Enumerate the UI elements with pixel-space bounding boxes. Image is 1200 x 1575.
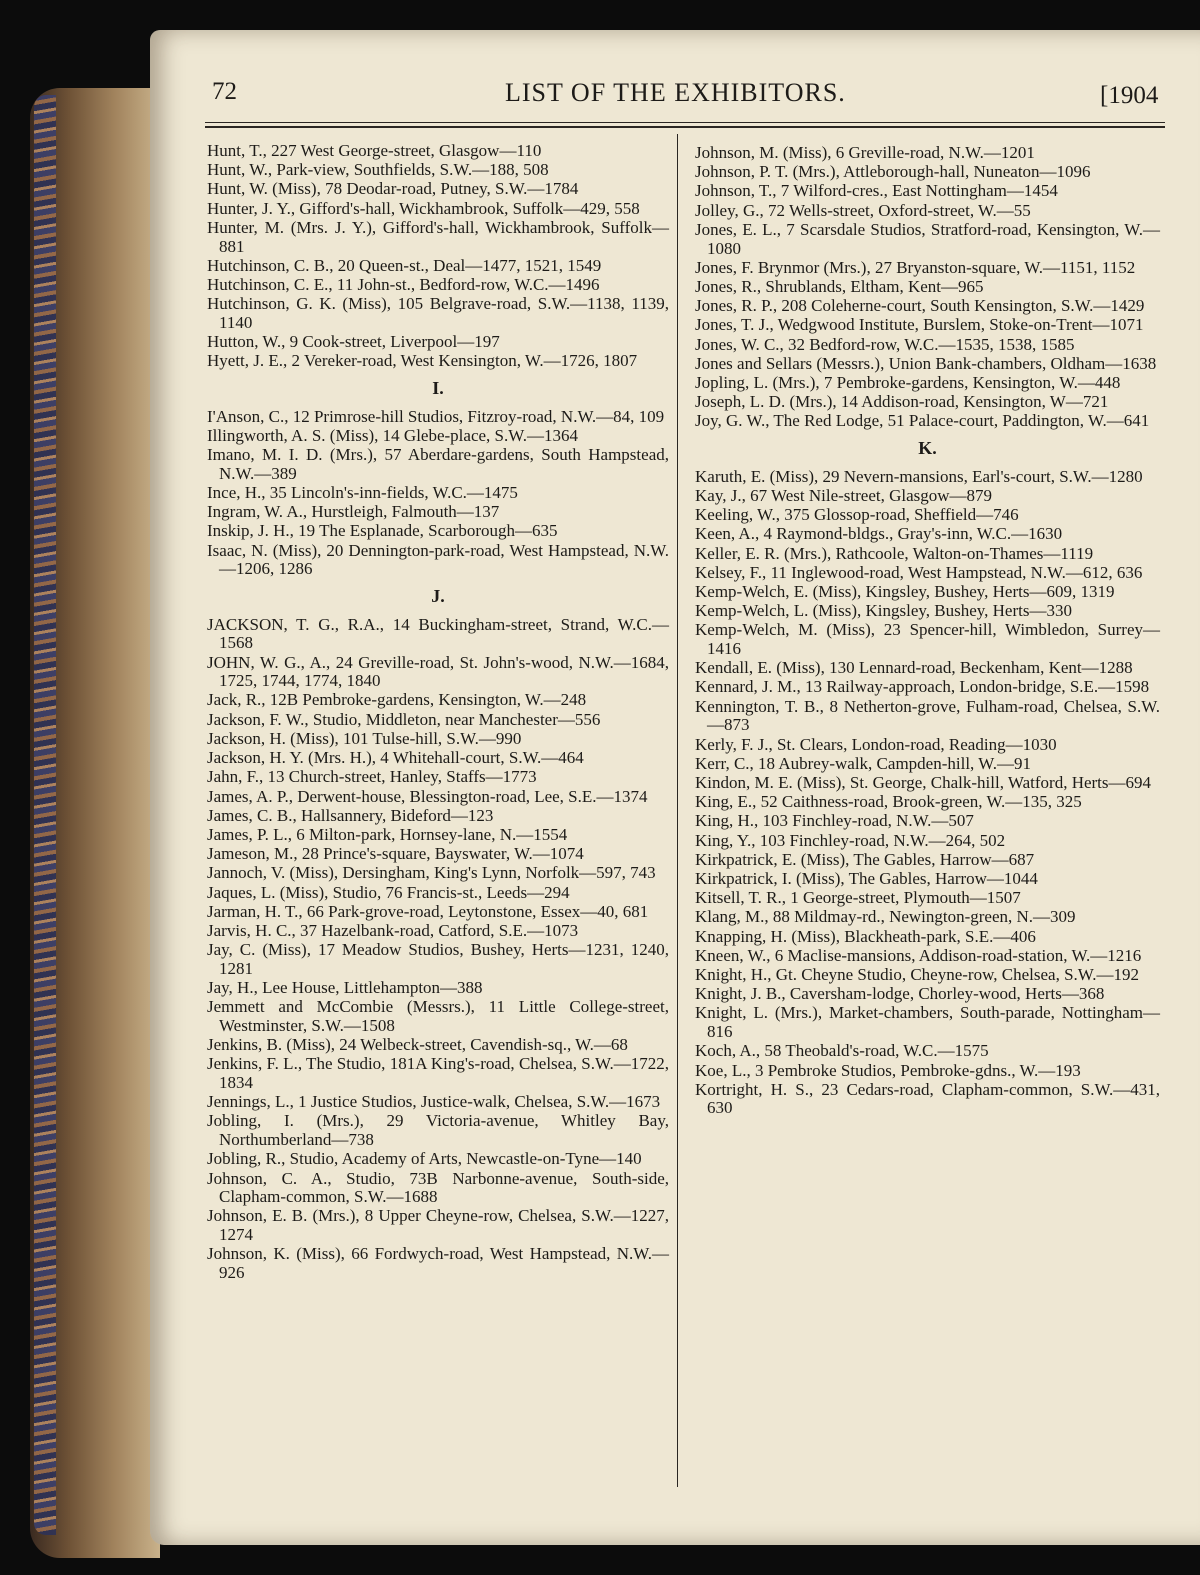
exhibitor-entry: Johnson, C. A., Studio, 73B Narbonne-avenue, South-side, Clapham-common, S.W.—1688 bbox=[207, 1168, 669, 1207]
exhibitor-entry: Keller, E. R. (Mrs.), Rathcoole, Walton-on-Thames—1119 bbox=[695, 543, 1094, 563]
exhibitor-entry: Hutchinson, G. K. (Miss), 105 Belgrave-road, S.W.—1138, 1139, 1140 bbox=[207, 294, 669, 332]
exhibitor-entry: Ingram, W. A., Hurstleigh, Falmouth—137 bbox=[207, 502, 500, 522]
exhibitor-entry: Kindon, M. E. (Miss), St. George, Chalk-hill, Watford, Herts—694 bbox=[695, 773, 1152, 792]
section-letter-heading: J. bbox=[431, 585, 445, 606]
exhibitor-entry: Kay, J., 67 West Nile-street, Glasgow—879 bbox=[695, 485, 993, 505]
exhibitor-entry: Koch, A., 58 Theobald's-road, W.C.—1575 bbox=[695, 1041, 989, 1061]
exhibitor-entry: Kemp-Welch, L. (Miss), Kingsley, Bushey, Herts—330 bbox=[695, 601, 1072, 621]
exhibitor-entry: Jackson, F. W., Studio, Middleton, near Manchester—556 bbox=[207, 709, 601, 729]
exhibitor-entry: Hutchinson, C. B., 20 Queen-st., Deal—1477, 1521, 1549 bbox=[207, 255, 602, 275]
exhibitor-entry: Jarman, H. T., 66 Park-grove-road, Leytonstone, Essex—40, 681 bbox=[207, 901, 649, 921]
exhibitor-entry: King, Y., 103 Finchley-road, N.W.—264, 502 bbox=[695, 830, 1006, 850]
exhibitor-entry: Jobling, I. (Mrs.), 29 Victoria-avenue, Whitley Bay, Northumberland—738 bbox=[207, 1111, 669, 1150]
header-rule bbox=[205, 122, 1165, 123]
exhibitor-entry: Knight, L. (Mrs.), Market-chambers, South-parade, Nottingham—816 bbox=[695, 1003, 1160, 1042]
left-column bbox=[207, 142, 669, 1283]
exhibitor-entry: Jones and Sellars (Messrs.), Union Bank-chambers, Oldham—1638 bbox=[695, 353, 1157, 373]
exhibitor-entry: Kemp-Welch, E. (Miss), Kingsley, Bushey, Herts—609, 1319 bbox=[695, 581, 1115, 601]
exhibitor-entry: Jackson, H. Y. (Mrs. H.), 4 Whitehall-court, S.W.—464 bbox=[207, 748, 584, 768]
running-title: LIST OF THE EXHIBITORS. bbox=[505, 78, 846, 107]
exhibitor-entry: Hunt, T., 227 West George-street, Glasgow—110 bbox=[207, 141, 542, 160]
exhibitor-entry: Kelsey, F., 11 Inglewood-road, West Hampstead, N.W.—612, 636 bbox=[695, 562, 1143, 582]
exhibitor-entry: Kennard, J. M., 13 Railway-approach, London-bridge, S.E.—1598 bbox=[695, 677, 1150, 697]
exhibitor-entry: Hunt, W., Park-view, Southfields, S.W.—188, 508 bbox=[207, 160, 549, 180]
exhibitor-entry: Hunter, J. Y., Gifford's-hall, Wickhambrook, Suffolk—429, 558 bbox=[207, 198, 640, 218]
exhibitor-entry: Kirkpatrick, E. (Miss), The Gables, Harrow—687 bbox=[695, 849, 1035, 869]
exhibitor-entry: Illingworth, A. S. (Miss), 14 Glebe-place, S.W.—1364 bbox=[207, 425, 578, 445]
exhibitor-entry: Kneen, W., 6 Maclise-mansions, Addison-road-station, W.—1216 bbox=[695, 945, 1142, 965]
exhibitor-entry: Joy, G. W., The Red Lodge, 51 Palace-court, Paddington, W.—641 bbox=[695, 411, 1150, 431]
exhibitor-entry: Kerly, F. J., St. Clears, London-road, Reading—1030 bbox=[695, 734, 1057, 754]
running-head bbox=[150, 30, 1200, 130]
exhibitor-entry: King, E., 52 Caithness-road, Brook-green, W.—135, 325 bbox=[695, 792, 1082, 812]
exhibitor-entry: Knapping, H. (Miss), Blackheath-park, S.E.—406 bbox=[695, 926, 1036, 946]
exhibitor-entry: Jones, E. L., 7 Scarsdale Studios, Stratford-road, Kensington, W.—1080 bbox=[695, 219, 1160, 258]
exhibitor-entry: Jack, R., 12B Pembroke-gardens, Kensington, W.—248 bbox=[207, 690, 587, 710]
section-letter-heading: K. bbox=[918, 438, 937, 459]
exhibitor-entry: Hutton, W., 9 Cook-street, Liverpool—197 bbox=[207, 332, 500, 352]
exhibitor-entry: Johnson, P. T. (Mrs.), Attleborough-hall, Nuneaton—1096 bbox=[695, 162, 1091, 182]
exhibitor-entry: Jenkins, B. (Miss), 24 Welbeck-street, Cavendish-sq., W.—68 bbox=[207, 1035, 628, 1055]
exhibitor-entry: Klang, M., 88 Mildmay-rd., Newington-green, N.—309 bbox=[695, 907, 1076, 927]
exhibitor-entry: I'Anson, C., 12 Primrose-hill Studios, Fitzroy-road, N.W.—84, 109 bbox=[207, 406, 665, 426]
header-rule-thick bbox=[205, 126, 1165, 128]
exhibitor-entry: Jaques, L. (Miss), Studio, 76 Francis-st., Leeds—294 bbox=[207, 882, 570, 902]
exhibitor-entry: Jannoch, V. (Miss), Dersingham, King's Lynn, Norfolk—597, 743 bbox=[207, 863, 656, 883]
exhibitor-entry: Jenkins, F. L., The Studio, 181A King's-road, Chelsea, S.W.—1722, 1834 bbox=[207, 1054, 669, 1093]
exhibitor-entry: Keen, A., 4 Raymond-bldgs., Gray's-inn, W.C.—1630 bbox=[695, 524, 1063, 544]
exhibitor-entry: James, C. B., Hallsannery, Bideford—123 bbox=[207, 805, 494, 825]
exhibitor-entry: Johnson, M. (Miss), 6 Greville-road, N.W.—1201 bbox=[695, 143, 1035, 162]
exhibitor-entry: Hunt, W. (Miss), 78 Deodar-road, Putney, S.W.—1784 bbox=[207, 179, 579, 199]
exhibitor-entry: Jarvis, H. C., 37 Hazelbank-road, Catford, S.E.—1073 bbox=[207, 920, 579, 940]
exhibitor-entry: JOHN, W. G., A., 24 Greville-road, St. John's-wood, N.W.—1684, 1725, 1744, 1774, 1840 bbox=[207, 652, 669, 691]
exhibitor-entry: James, A. P., Derwent-house, Blessington-road, Lee, S.E.—1374 bbox=[207, 786, 648, 806]
section-letter-heading: I. bbox=[432, 377, 444, 398]
exhibitor-entry: Kitsell, T. R., 1 George-street, Plymouth—1507 bbox=[695, 888, 1021, 908]
exhibitor-entry: Hunter, M. (Mrs. J. Y.), Gifford's-hall, Wickhambrook, Suffolk—881 bbox=[207, 217, 669, 256]
marbled-edge bbox=[34, 95, 56, 1535]
exhibitor-entry: Inskip, J. H., 19 The Esplanade, Scarborough—635 bbox=[207, 521, 558, 541]
exhibitor-entry: Jones, R. P., 208 Coleherne-court, South Kensington, S.W.—1429 bbox=[695, 296, 1145, 316]
exhibitor-entry: Kirkpatrick, I. (Miss), The Gables, Harrow—1044 bbox=[695, 869, 1038, 889]
exhibitor-entry: Jay, C. (Miss), 17 Meadow Studios, Bushey, Herts—1231, 1240, 1281 bbox=[207, 940, 669, 978]
exhibitor-entry: James, P. L., 6 Milton-park, Hornsey-lane, N.—1554 bbox=[207, 824, 568, 844]
exhibitor-entry: Jobling, R., Studio, Academy of Arts, Newcastle-on-Tyne—140 bbox=[207, 1149, 642, 1169]
exhibitor-entry: Hutchinson, C. E., 11 John-st., Bedford-row, W.C.—1496 bbox=[207, 274, 600, 294]
book-page bbox=[150, 30, 1200, 1545]
exhibitor-entry: Knight, H., Gt. Cheyne Studio, Cheyne-row, Chelsea, S.W.—192 bbox=[695, 965, 1140, 985]
exhibitor-entry: Johnson, T., 7 Wilford-cres., East Nottingham—1454 bbox=[695, 181, 1058, 201]
exhibitor-entry: Keeling, W., 375 Glossop-road, Sheffield—746 bbox=[695, 505, 1019, 525]
exhibitor-entry: Knight, J. B., Caversham-lodge, Chorley-wood, Herts—368 bbox=[695, 984, 1105, 1004]
exhibitor-entry: JACKSON, T. G., R.A., 14 Buckingham-street, Strand, W.C.—1568 bbox=[207, 614, 669, 653]
exhibitor-entry: Jahn, F., 13 Church-street, Hanley, Staffs—1773 bbox=[207, 767, 537, 787]
exhibitor-entry: Jopling, L. (Mrs.), 7 Pembroke-gardens, Kensington, W.—448 bbox=[695, 372, 1121, 392]
exhibitor-entry: Imano, M. I. D. (Mrs.), 57 Aberdare-gardens, South Hampstead, N.W.—389 bbox=[207, 445, 669, 483]
exhibitor-entry: Kerr, C., 18 Aubrey-walk, Campden-hill, W.—91 bbox=[695, 753, 1031, 773]
exhibitor-entry: Johnson, K. (Miss), 66 Fordwych-road, West Hampstead, N.W.—926 bbox=[207, 1244, 669, 1283]
exhibitor-entry: Isaac, N. (Miss), 20 Dennington-park-road, West Hampstead, N.W.—1206, 1286 bbox=[207, 540, 669, 579]
exhibitor-entry: Jemmett and McCombie (Messrs.), 11 Little College-street, Westminster, S.W.—1508 bbox=[207, 997, 669, 1035]
exhibitor-entry: Jennings, L., 1 Justice Studios, Justice-walk, Chelsea, S.W.—1673 bbox=[207, 1092, 661, 1112]
exhibitor-entry: Karuth, E. (Miss), 29 Nevern-mansions, Earl's-court, S.W.—1280 bbox=[695, 466, 1143, 486]
exhibitor-entry: Hyett, J. E., 2 Vereker-road, West Kensington, W.—1726, 1807 bbox=[207, 351, 638, 371]
exhibitor-entry: Kennington, T. B., 8 Netherton-grove, Fulham-road, Chelsea, S.W.—873 bbox=[695, 696, 1160, 735]
exhibitor-entry: Kemp-Welch, M. (Miss), 23 Spencer-hill, Wimbledon, Surrey—1416 bbox=[695, 620, 1160, 659]
exhibitor-entry: Joseph, L. D. (Mrs.), 14 Addison-road, Kensington, W—721 bbox=[695, 392, 1109, 412]
exhibitor-entry: Koe, L., 3 Pembroke Studios, Pembroke-gdns., W.—193 bbox=[695, 1060, 1081, 1080]
right-column bbox=[695, 144, 1160, 1119]
exhibitor-entry: Kendall, E. (Miss), 130 Lennard-road, Beckenham, Kent—1288 bbox=[695, 658, 1133, 678]
exhibitor-entry: Jones, R., Shrublands, Eltham, Kent—965 bbox=[695, 276, 984, 296]
exhibitor-entry: Jones, T. J., Wedgwood Institute, Burslem, Stoke-on-Trent—1071 bbox=[695, 315, 1144, 335]
year-mark: [1904 bbox=[1100, 82, 1159, 109]
exhibitor-entry: Jameson, M., 28 Prince's-square, Bayswater, W.—1074 bbox=[207, 844, 584, 864]
exhibitor-entry: King, H., 103 Finchley-road, N.W.—507 bbox=[695, 811, 974, 831]
exhibitor-entry: Ince, H., 35 Lincoln's-inn-fields, W.C.—1475 bbox=[207, 482, 518, 502]
exhibitor-entry: Johnson, E. B. (Mrs.), 8 Upper Cheyne-row, Chelsea, S.W.—1227, 1274 bbox=[207, 1206, 669, 1245]
exhibitor-entry: Jay, H., Lee House, Littlehampton—388 bbox=[207, 978, 483, 998]
page-number: 72 bbox=[212, 78, 237, 105]
exhibitor-entry: Jolley, G., 72 Wells-street, Oxford-street, W.—55 bbox=[695, 200, 1031, 220]
exhibitor-entry: Jackson, H. (Miss), 101 Tulse-hill, S.W.—990 bbox=[207, 728, 522, 748]
exhibitor-entry: Jones, W. C., 32 Bedford-row, W.C.—1535, 1538, 1585 bbox=[695, 334, 1075, 354]
column-divider bbox=[677, 134, 678, 1487]
exhibitor-entry: Jones, F. Brynmor (Mrs.), 27 Bryanston-square, W.—1151, 1152 bbox=[695, 257, 1136, 277]
exhibitor-entry: Kortright, H. S., 23 Cedars-road, Clapham-common, S.W.—431, 630 bbox=[695, 1079, 1160, 1118]
